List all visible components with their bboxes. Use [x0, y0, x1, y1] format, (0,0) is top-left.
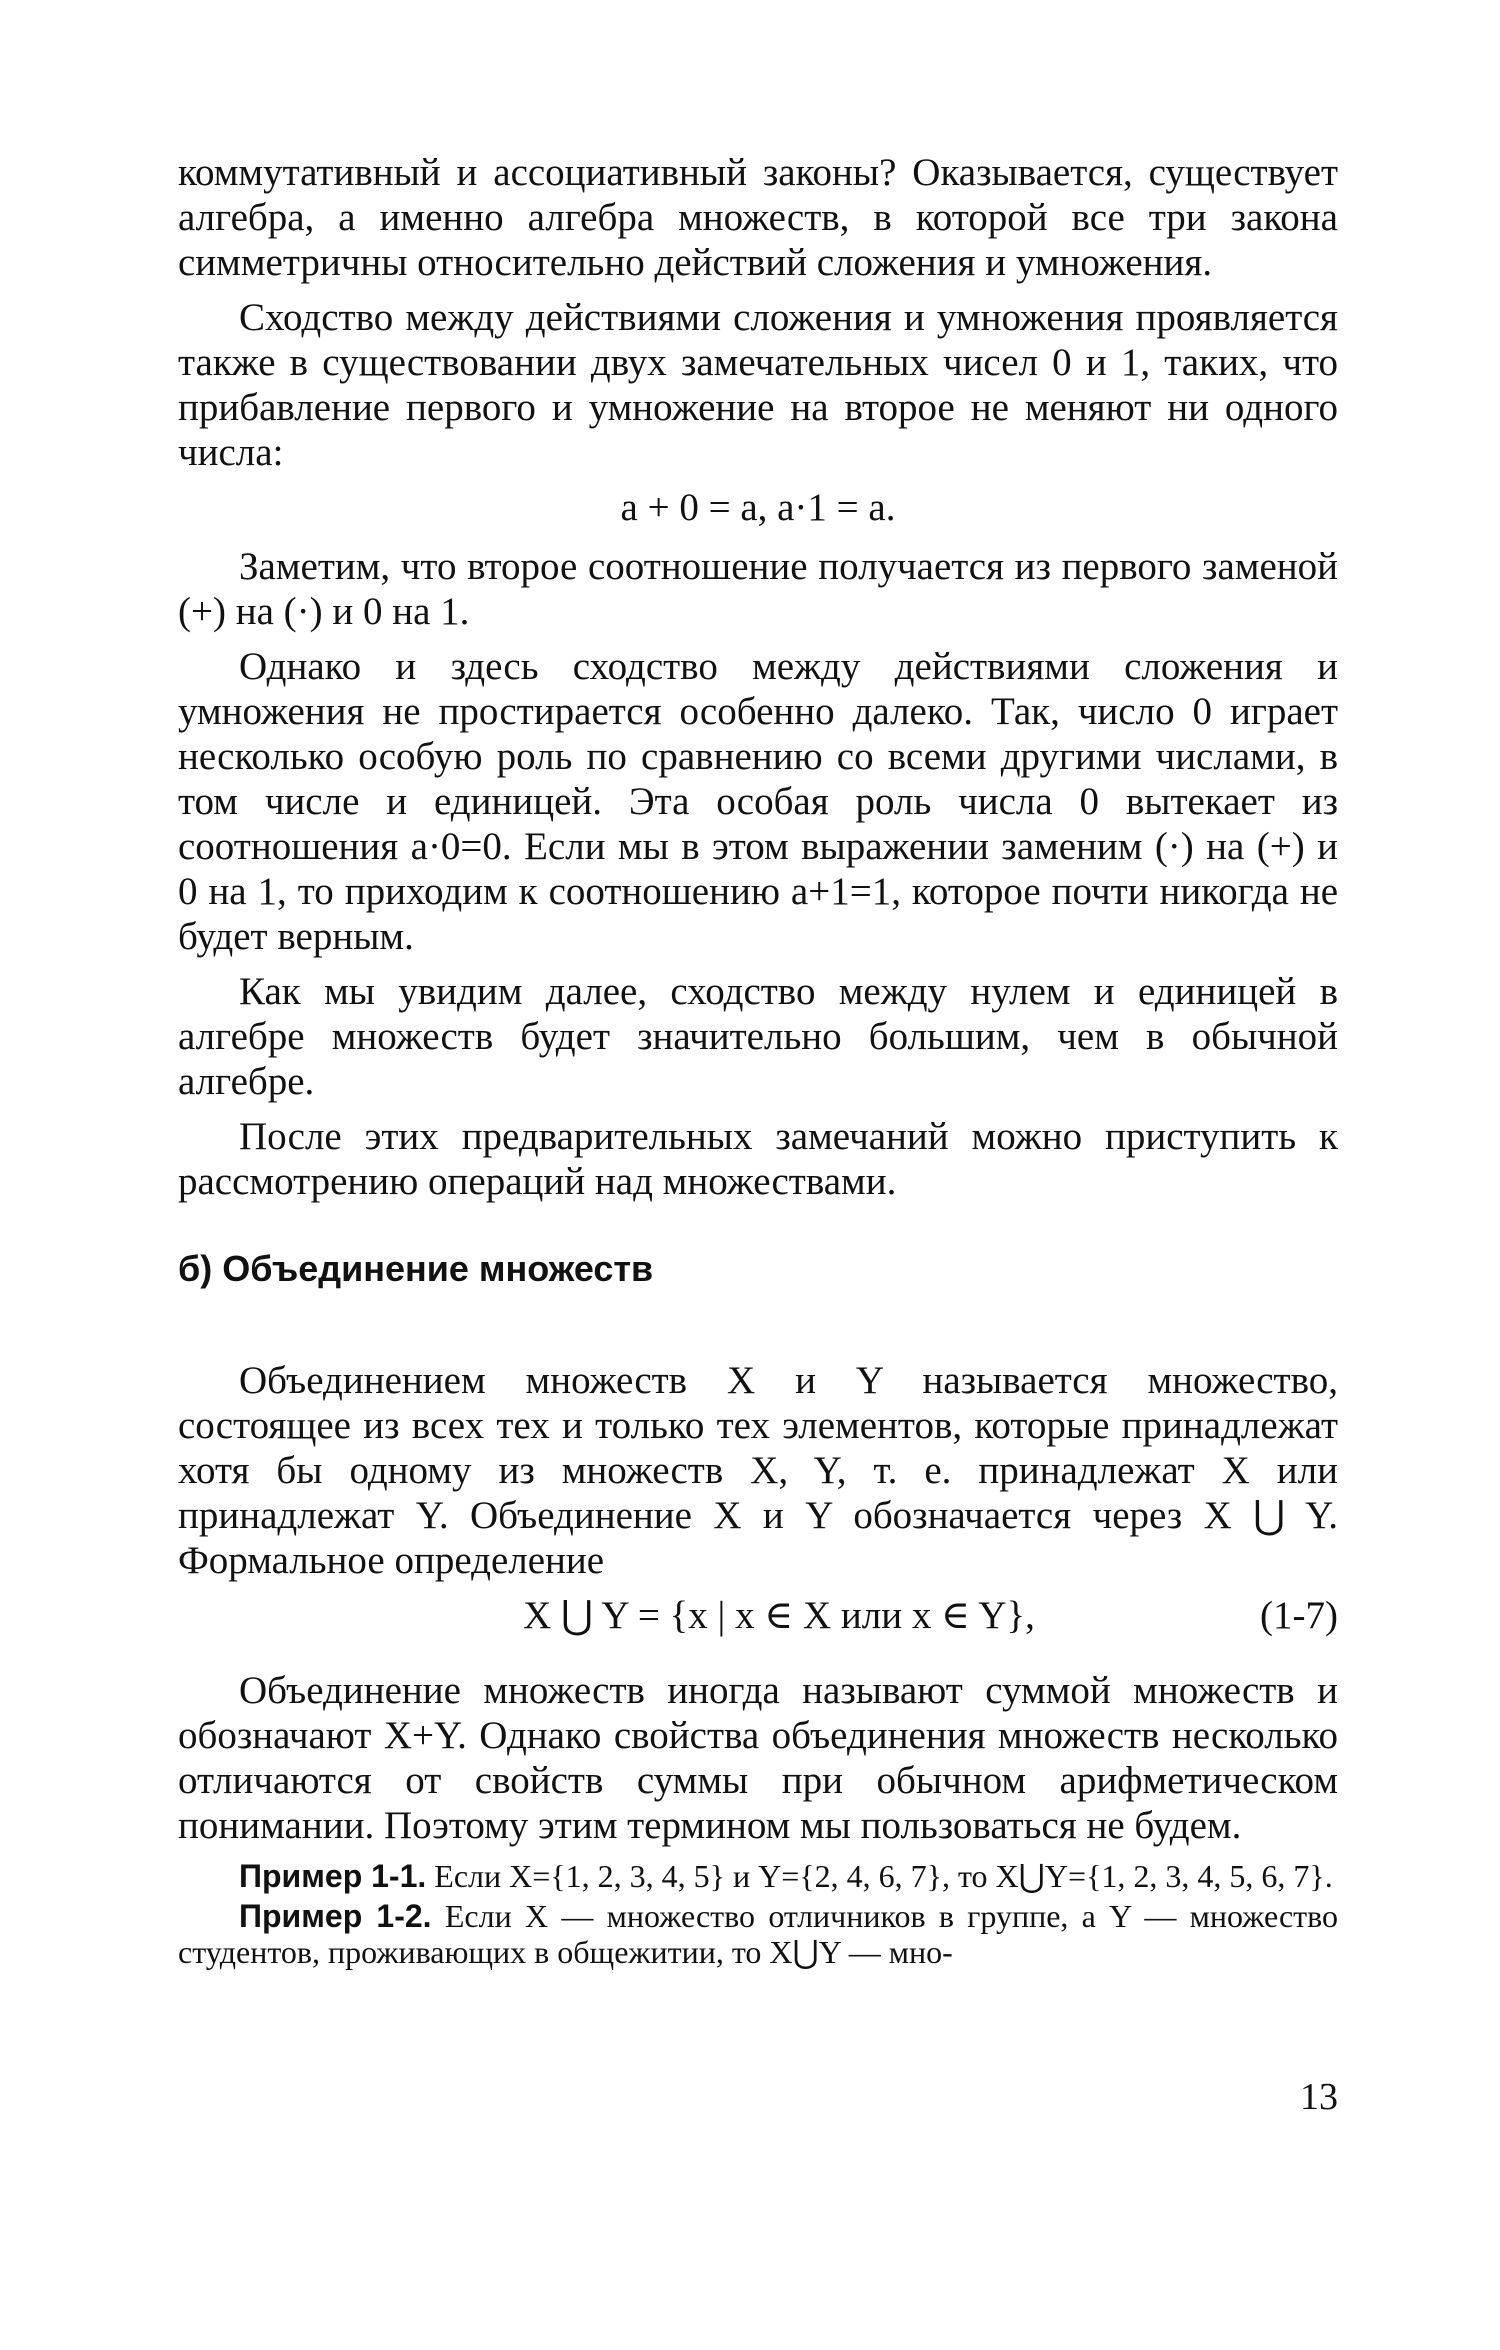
paragraph-union-sum: Объединение множеств иногда называют суммой множеств и обозначают X+Y. Однако свойства объединения множеств несколько отличаются от свойств суммы при обычном арифметическом понимании. Поэтому этим термином мы пользоваться не будем. [178, 1669, 1338, 1847]
example-text: Если X={1, 2, 3, 4, 5} и Y={2, 4, 6, 7}, то X⋃Y={1, 2, 3, 4, 5, 6, 7}. [434, 1858, 1333, 1894]
example-1-2 [178, 1898, 1338, 1970]
formula-identities: a + 0 = a, a·1 = a. [620, 486, 896, 529]
example-text: Если X — множество отличников в группе, а Y — множество студентов, проживающих в общежитии, то X⋃Y — мно- [178, 1898, 1339, 1970]
paragraph-union-definition: Объединением множеств X и Y называется множество, состоящее из всех тех и только тех элементов, которые принадлежат хотя бы одному из множеств X, Y, т. е. принадлежат X или принадлежат Y. Объединение X и Y обозначается через X ⋃ Y. Формальное определение [178, 1359, 1338, 1582]
paragraph-note: Заметим, что второе соотношение получается из первого заменой (+) на (·) и 0 на 1. [178, 545, 1338, 633]
equation-union [178, 1593, 1338, 1638]
paragraph-intro: коммутативный и ассоциативный законы? Оказывается, существует алгебра, а именно алгебра множеств, в которой все три закона симметричны относительно действий сложения и умножения. [178, 151, 1338, 284]
section-heading: б) Объединение множеств [178, 1248, 654, 1289]
paragraph-transition: После этих предварительных замечаний можно приступить к рассмотрению операций над множествами. [178, 1115, 1338, 1203]
example-1-1 [178, 1858, 1338, 1894]
page-number: 13 [1300, 2076, 1338, 2118]
equation-number: (1-7) [1260, 1594, 1338, 1637]
equation-union-body: X ⋃ Y = {x | x ∈ X или x ∈ Y}, [523, 1594, 1035, 1637]
example-label: Пример 1-2. [239, 1898, 432, 1934]
page-body [178, 150, 1338, 1974]
example-label: Пример 1-1. [239, 1858, 427, 1894]
paragraph-zero-one: Как мы увидим далее, сходство между нулем и единицей в алгебре множеств будет значительно большим, чем в обычной алгебре. [178, 970, 1338, 1103]
paragraph-difference: Однако и здесь сходство между действиями сложения и умножения не простирается особенно далеко. Так, число 0 играет несколько особую роль по сравнению со всеми другими числами, в том числе и единицей. Эта особая роль числа 0 вытекает из соотношения a·0=0. Если мы в этом выражении заменим (·) на (+) и 0 на 1, то приходим к соотношению a+1=1, которое почти никогда не будет верным. [178, 645, 1338, 958]
paragraph-similarity: Сходство между действиями сложения и умножения проявляется также в существовании двух замечательных чисел 0 и 1, таких, что прибавление первого и умножение на второе не меняют ни одного числа: [178, 296, 1338, 474]
